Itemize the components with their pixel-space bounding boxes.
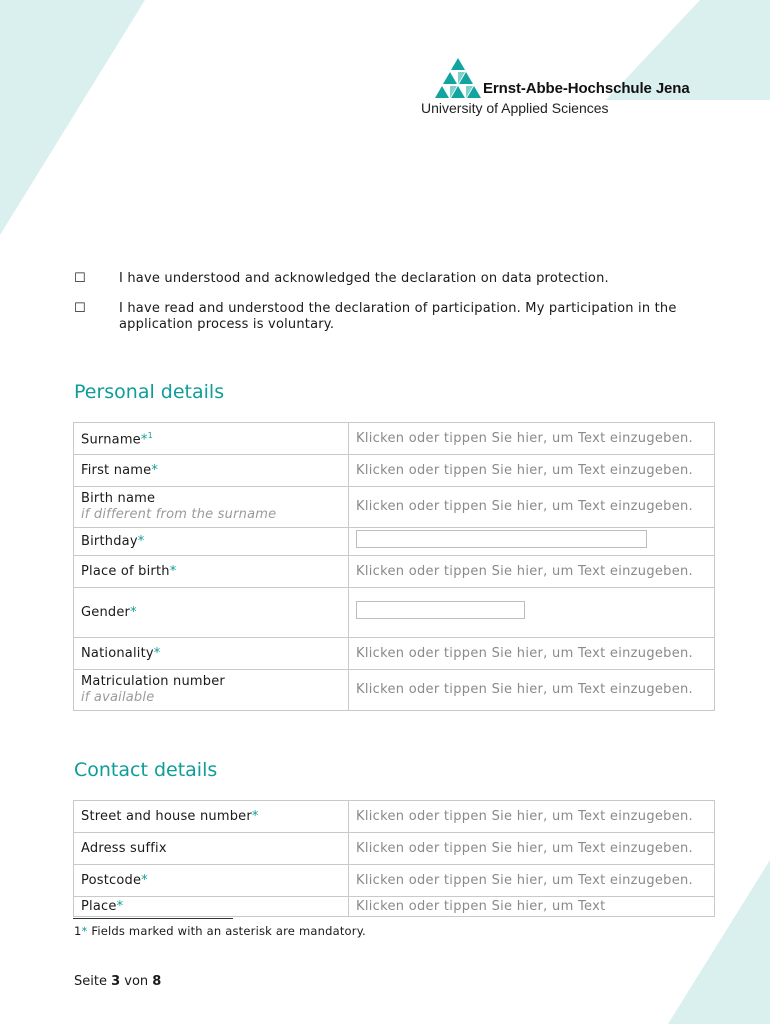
required-marker: * (116, 898, 124, 914)
required-marker: * (130, 604, 137, 620)
place-field[interactable]: Klicken oder tippen Sie hier, um Text (349, 897, 715, 917)
page-number: Seite 3 von 8 (74, 974, 162, 989)
required-marker: * (140, 432, 148, 448)
field-label: First name* (74, 455, 349, 487)
table-row (74, 455, 715, 487)
surname-field[interactable]: Klicken oder tippen Sie hier, um Text einzugeben. (349, 423, 715, 455)
footnote-separator (73, 918, 233, 919)
table-row (74, 588, 715, 638)
triangle-mosaic-logo-icon (429, 58, 487, 98)
checkbox-label: I have read and understood the declaration of participation. My participation in the application process is voluntary. (119, 301, 677, 332)
table-row (74, 556, 715, 588)
required-marker: * (153, 645, 161, 661)
checkbox-label: I have understood and acknowledged the declaration on data protection. (119, 271, 609, 286)
table-row (74, 833, 715, 865)
table-row (74, 865, 715, 897)
first-name-field[interactable]: Klicken oder tippen Sie hier, um Text einzugeben. (349, 455, 715, 487)
logo-name: Ernst-Abbe-Hochschule Jena (483, 80, 690, 97)
nationality-field[interactable]: Klicken oder tippen Sie hier, um Text einzugeben. (349, 638, 715, 670)
table-row (74, 423, 715, 455)
university-logo (421, 58, 721, 122)
address-suffix-field[interactable]: Klicken oder tippen Sie hier, um Text einzugeben. (349, 833, 715, 865)
footnote: 1* Fields marked with an asterisk are mandatory. (74, 924, 366, 938)
field-label: Adress suffix (74, 833, 349, 865)
table-row (74, 801, 715, 833)
birthday-date-input[interactable] (356, 530, 647, 548)
field-label: Birth name if different from the surname (74, 487, 349, 528)
field-label: Birthday* (74, 528, 349, 556)
street-field[interactable]: Klicken oder tippen Sie hier, um Text einzugeben. (349, 801, 715, 833)
required-marker: * (137, 533, 145, 549)
postcode-field[interactable]: Klicken oder tippen Sie hier, um Text einzugeben. (349, 865, 715, 897)
section-heading-personal: Personal details (74, 381, 225, 403)
required-marker: * (141, 872, 148, 888)
birth-name-field[interactable]: Klicken oder tippen Sie hier, um Text einzugeben. (349, 487, 715, 528)
field-label: Street and house number* (74, 801, 349, 833)
field-hint: if different from the surname (81, 507, 277, 522)
checkbox[interactable]: ☐ (74, 301, 86, 316)
field-label: Matriculation number if available (74, 670, 349, 711)
contact-details-table (73, 800, 715, 917)
field-label: Postcode* (74, 865, 349, 897)
required-marker: * (251, 808, 259, 824)
field-label: Surname*$^1$ (74, 423, 349, 455)
table-row (74, 487, 715, 528)
field-label: Gender* (74, 588, 349, 638)
required-marker: * (169, 563, 177, 579)
field-label: Nationality* (74, 638, 349, 670)
required-marker: * (151, 462, 159, 478)
field-label: Place* (74, 897, 349, 917)
logo-subtitle: University of Applied Sciences (421, 100, 609, 116)
matriculation-number-field[interactable]: Klicken oder tippen Sie hier, um Text einzugeben. (349, 670, 715, 711)
personal-details-table (73, 422, 715, 711)
table-row (74, 897, 715, 917)
table-row (74, 638, 715, 670)
gender-dropdown[interactable] (356, 601, 525, 619)
checkbox[interactable]: ☐ (74, 271, 86, 286)
place-of-birth-field[interactable]: Klicken oder tippen Sie hier, um Text einzugeben. (349, 556, 715, 588)
table-row (74, 528, 715, 556)
field-label: Place of birth* (74, 556, 349, 588)
field-hint: if available (81, 690, 155, 705)
table-row (74, 670, 715, 711)
footnote-ref: 1 (147, 431, 153, 441)
section-heading-contact: Contact details (74, 759, 218, 781)
